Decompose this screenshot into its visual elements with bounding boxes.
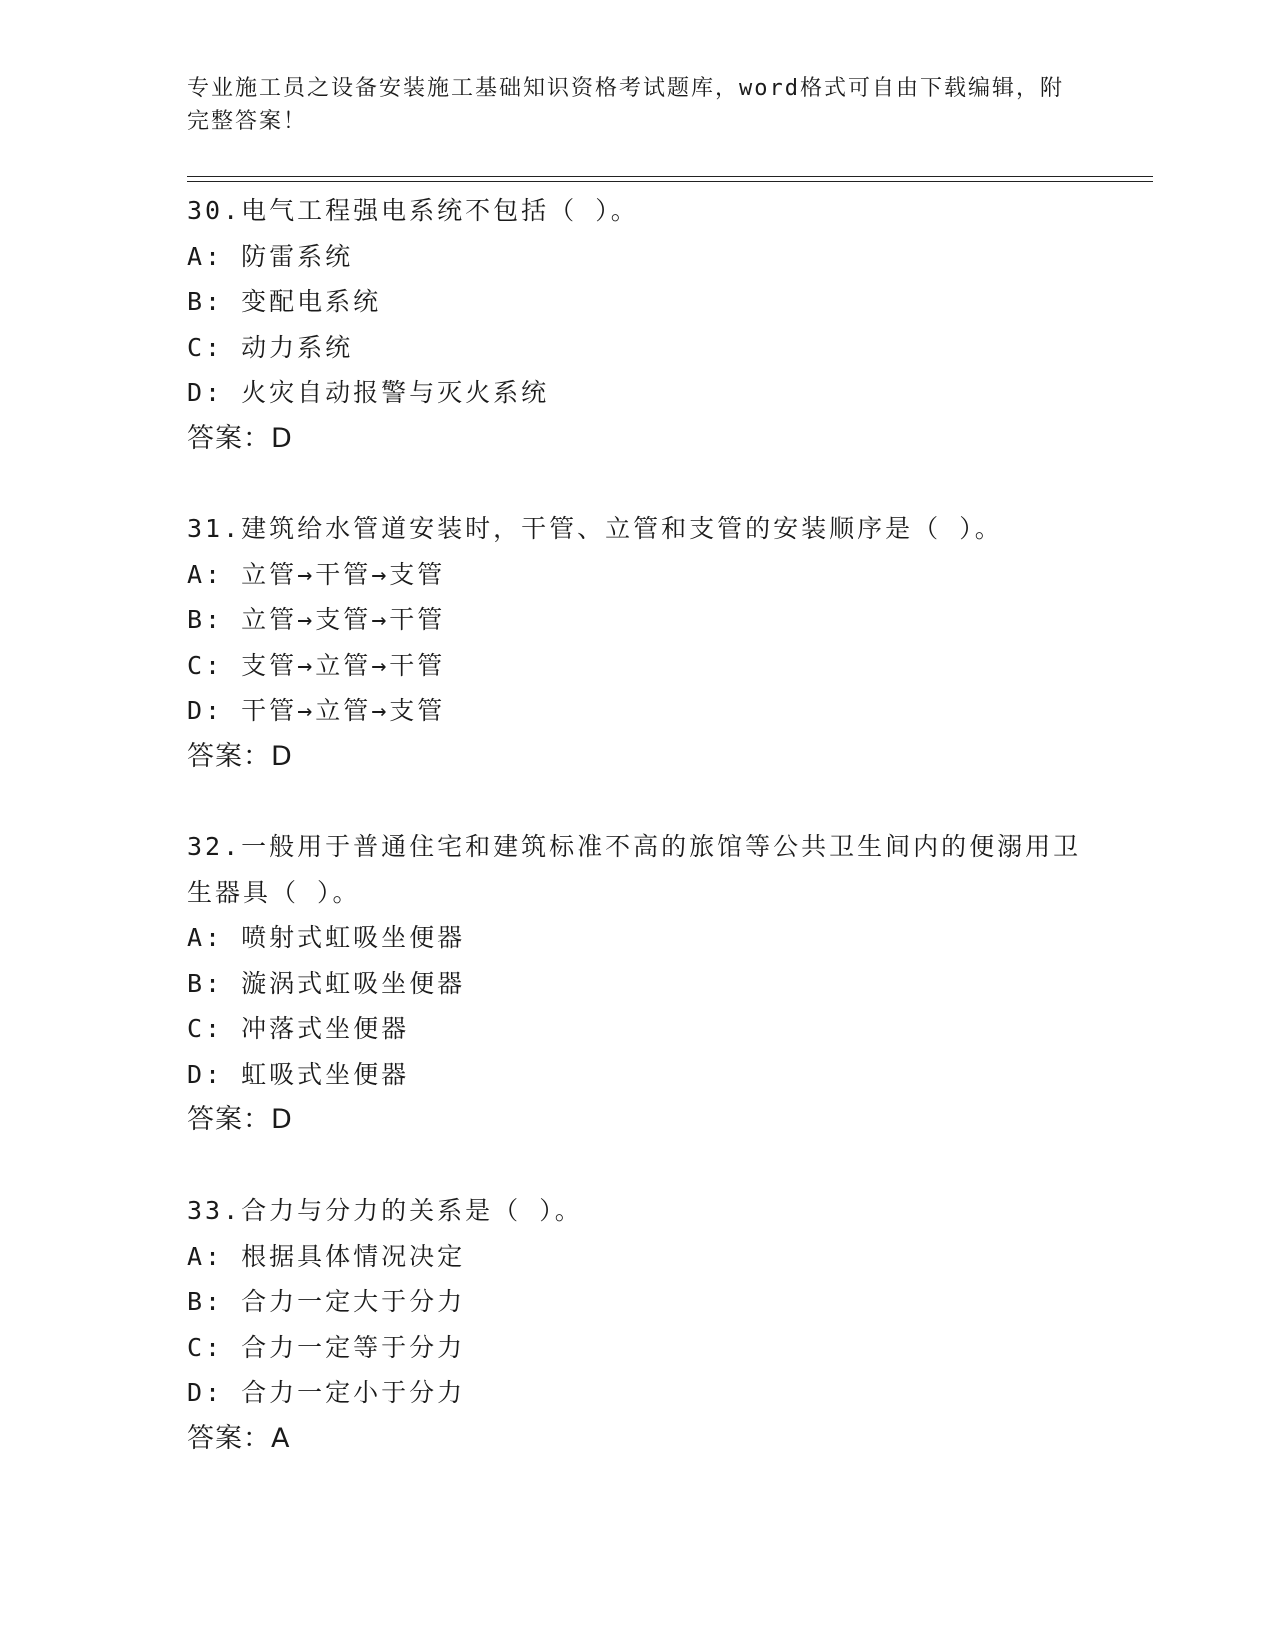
option-b: B: 漩涡式虹吸坐便器 — [187, 968, 466, 998]
option-b: B: 立管→支管→干管 — [187, 605, 446, 634]
header-divider-top — [187, 176, 1153, 177]
answer: 答案：D — [187, 1104, 293, 1135]
option-d: D: 虹吸式坐便器 — [187, 1059, 410, 1089]
option-c: C: 支管→立管→干管 — [187, 650, 446, 680]
answer: 答案：D — [187, 422, 293, 454]
question-stem: 32.一般用于普通住宅和建筑标准不高的旅馆等公共卫生间内的便溺用卫生器具（ ）。 — [187, 832, 1082, 907]
option-c: C: 冲落式坐便器 — [187, 1014, 410, 1043]
question-stem: 30.电气工程强电系统不包括（ ）。 — [187, 196, 639, 225]
header-divider-bottom — [187, 181, 1153, 182]
question-33 — [187, 1188, 1087, 1461]
option-d: D: 合力一定小于分力 — [187, 1378, 466, 1407]
answer: 答案：A — [187, 1422, 291, 1454]
question-stem: 33.合力与分力的关系是（ ）。 — [187, 1196, 583, 1225]
option-c: C: 合力一定等于分力 — [187, 1332, 466, 1362]
option-a: A: 根据具体情况决定 — [187, 1241, 466, 1271]
option-d: D: 火灾自动报警与灭火系统 — [187, 378, 550, 407]
option-a: A: 防雷系统 — [187, 241, 354, 271]
question-30 — [187, 188, 1087, 461]
answer: 答案：D — [187, 740, 293, 772]
option-d: D: 干管→立管→支管 — [187, 696, 446, 725]
option-a: A: 喷射式虹吸坐便器 — [187, 923, 466, 952]
question-stem: 31.建筑给水管道安装时，干管、立管和支管的安装顺序是（ ）。 — [187, 514, 1003, 543]
option-b: B: 变配电系统 — [187, 287, 382, 316]
question-32 — [187, 824, 1087, 1143]
option-b: B: 合力一定大于分力 — [187, 1287, 466, 1316]
option-c: C: 动力系统 — [187, 332, 354, 362]
document-header: 专业施工员之设备安装施工基础知识资格考试题库，word格式可自由下载编辑，附完整答案！ — [187, 76, 1064, 134]
question-31 — [187, 506, 1087, 779]
option-a: A: 立管→干管→支管 — [187, 559, 446, 589]
